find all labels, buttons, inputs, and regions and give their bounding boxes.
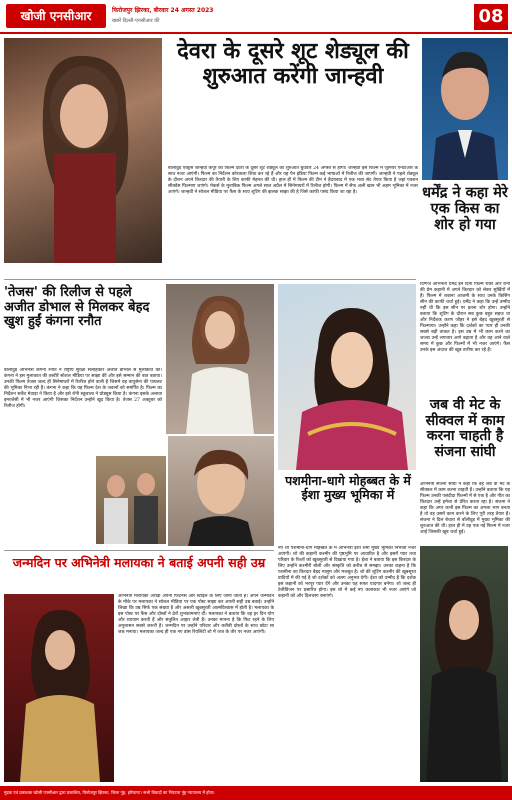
- brand-logo: खोजी एनसीआर: [6, 4, 106, 28]
- isha-illustration: [278, 284, 416, 470]
- sanjana-photo: [420, 546, 508, 782]
- kangana-illustration: [166, 284, 274, 434]
- janhvi-body: बॉलीवुड एक्ट्रेस जान्हवी कपूर की फिल्म देवरा के दूसरे शूट शेड्यूल की शुरुआत बुधवार 24 अगस्त से होगी। जान्हवी इस फिल्म में जूनियर एनटीआर के साथ नजर आएंगी। फिल्म का निर्देशन कोरताला शिवा कर रहे हैं और यह पैन इंडिया फिल्म कई भाषाओं में रिलीज की जाएगी। जान्हवी ने पहले शेड्यूल के दौरान अपने किरदार की तैयारी के लिए काफी मेहनत की थी। हाल ही में फिल्म की टीम ने हैदराबाद में एक भव्य सेट तैयार किया है जहां एक्शन सीक्वेंस फिल्माए जाएंगे। मेकर्स के मुताबिक फिल्म अगले साल अप्रैल में सिनेमाघरों में रिलीज होगी। फिल्म में सैफ अली खान भी अहम भूमिका में नजर आएंगे। जान्हवी ने सोशल मीडिया पर फैंस के साथ शूटिंग की झलक साझा की है जिसे काफी पसंद किया जा रहा है।: [168, 166, 418, 195]
- sanjana-headline: जब वी मेट के सीक्वल में काम करना चाहती है संजना सांघी: [425, 397, 505, 461]
- janhvi-headline: देवरा के दूसरे शूट शेड्यूल की शुरुआत करेंगी जान्हवी: [177, 39, 409, 89]
- kangana-photo-1: [166, 284, 274, 434]
- dateline: फिरोजपुर झिरका, बीरवार 24 अगस्त 2023: [112, 7, 214, 14]
- dharmendra-body: दिग्गज अभिनेता धर्मेंद्र इन दिनों फिल्म रॉकी और रानी की प्रेम कहानी में अपने किरदार को लेकर सुर्खियों में हैं। फिल्म में शबाना आजमी के साथ उनके किसिंग सीन की काफी चर्चा हुई। धर्मेंद्र ने कहा कि उन्हें उम्मीद नहीं थी कि इस सीन पर इतना शोर होगा। उन्होंने बताया कि शूटिंग के दौरान सब कुछ बहुत सहज था और निर्देशक करण जौहर ने इसे बेहद खूबसूरती से फिल्माया। उन्होंने कहा कि दर्शकों का प्यार ही उनकी सबसे बड़ी ताकत है। इस उम्र में भी काम करने का जज्बा उन्हें लगातार आगे बढ़ाता है और वह आने वाले समय में कुछ और फिल्मों में भी नजर आएंगे। फैंस उनके इस अंदाज की खूब तारीफ कर रहे हैं।: [420, 282, 510, 353]
- lower-divider: [4, 550, 274, 551]
- malaika-headline: जन्मदिन पर अभिनेत्री मलायका ने बताई अपनी सही उम्र: [12, 555, 266, 570]
- malaika-photo: [4, 594, 114, 782]
- kangana-body: बॉलीवुड अभिनेत्री कंगना रनौत ने राष्ट्रीय सुरक्षा सलाहकार अजीत डोभाल से मुलाकात की। कंगना ने इस मुलाकात की तस्वीरें सोशल मीडिया पर साझा कीं और इसे सम्मान की बात बताया। उनकी फिल्म तेजस जल्द ही सिनेमाघरों में रिलीज होने वाली है जिसमें वह वायुसेना की पायलट की भूमिका निभा रही हैं। कंगना ने कहा कि यह फिल्म देश के जवानों को समर्पित है। फिल्म का निर्देशन सर्वेश मेवाड़ा ने किया है और इसे रॉनी स्क्रूवाला ने प्रोड्यूस किया है। कंगना इसके अलावा इमरजेंसी में भी नजर आएंगी जिसका निर्देशन उन्होंने खुद किया है। तेजस 27 अक्टूबर को रिलीज होगी।: [4, 368, 162, 409]
- isha-headline: पशमीना-धागे मोहब्बत के में ईशा मुख्य भूमिका में: [285, 473, 411, 502]
- malaika-body: अभिनेत्री मलायका अरोड़ा अपनी फिटनेस और स्टाइल के लिए जानी जाती हैं। अपने जन्मदिन के मौके पर मलायका ने सोशल मीडिया पर एक पोस्ट साझा कर अपनी सही उम्र बताई। उन्होंने लिखा कि उम्र सिर्फ एक संख्या है और असली खूबसूरती आत्मविश्वास में होती है। मलायका के इस पोस्ट पर फैंस और दोस्तों ने ढेरों शुभकामनाएं दीं। मलायका ने बताया कि वह हर दिन योग और व्यायाम करती हैं और संतुलित आहार लेती हैं। उनका मानना है कि फिट रहने के लिए अनुशासन सबसे जरूरी है। जन्मदिन पर उन्होंने परिवार और करीबी दोस्तों के साथ छोटा सा जश्न मनाया। मलायका जल्द ही एक नए डांस रियलिटी शो में जज के तौर पर नजर आएंगी।: [118, 594, 274, 635]
- meeting-illustration: [96, 456, 166, 544]
- tagline: खबरें दिल्ली-एनसीआर की: [112, 18, 160, 24]
- malaika-illustration: [4, 594, 114, 782]
- page-number: 08: [474, 4, 508, 30]
- isha-body: नए शो पशमीना-धागे मोहब्बत के में अभिनेत्री ईशा शर्मा मुख्य भूमिका निभाती नजर आएंगी। शो की कहानी कश्मीर की पृष्ठभूमि पर आधारित है और इसमें प्यार तथा परिवार के रिश्तों को खूबसूरती से दिखाया गया है। ईशा ने बताया कि इस किरदार के लिए उन्होंने कश्मीरी बोली और संस्कृति को करीब से समझा। उनका कहना है कि पशमीना का किरदार बेहद मासूम और मजबूत है। शो की शूटिंग कश्मीर की खूबसूरत वादियों में की गई है जो दर्शकों को अलग अनुभव देगी। ईशा को उम्मीद है कि दर्शक इस कहानी को भरपूर प्यार देंगे और उनका यह सफर यादगार बनेगा। शो जल्द ही टेलीविजन पर प्रसारित होगा। इस शो में कई नए कलाकार भी नजर आएंगे जो कहानी को और दिलचस्प बनाएंगे।: [278, 546, 416, 599]
- kangana-headline: 'तेजस' की रिलीज से पहले अजीत डोभाल से मिलकर बेहद खुश हुईं कंगना रनौत: [4, 285, 150, 330]
- dharmendra-illustration: [422, 38, 508, 180]
- portrait-illustration: [4, 38, 162, 263]
- section-divider: [4, 279, 416, 280]
- kangana-meeting-photo: [96, 456, 166, 544]
- kangana-photo-2: [168, 436, 274, 546]
- isha-photo: [278, 284, 416, 470]
- dharmendra-photo: [422, 38, 508, 180]
- sanjana-body: अभिनेत्री संजना सांघी ने कहा कि वह जब वी मेट के सीक्वल में काम करना चाहती हैं। उन्होंने बताया कि यह फिल्म उनकी पसंदीदा फिल्मों में से एक है और गीत का किरदार उन्हें हमेशा से प्रेरित करता रहा है। संजना ने कहा कि अगर कभी इस फिल्म का अगला भाग बनता है तो वह उसमें काम करने के लिए पूरी तरह तैयार हैं। संजना ने दिल बेचारा से बॉलीवुड में मुख्य भूमिका की शुरुआत की थी। हाल ही में वह एक नई फिल्म में नजर आईं जिसकी खूब चर्चा हुई।: [420, 482, 510, 535]
- imprint-footer: मुद्रक एवं प्रकाशक खोजी एनसीआर द्वारा प्रकाशित, फिरोजपुर झिरका, जिला नूंह, हरियाणा। सभी विवादों का निपटारा नूंह न्यायालय में होगा।: [0, 786, 512, 800]
- dharmendra-headline: धर्मेंद्र ने कहा मेरे एक किस का शोर हो गया: [422, 185, 508, 234]
- janhvi-photo: [4, 38, 162, 263]
- sanjana-illustration: [420, 546, 508, 782]
- kangana-closeup-illustration: [168, 436, 274, 546]
